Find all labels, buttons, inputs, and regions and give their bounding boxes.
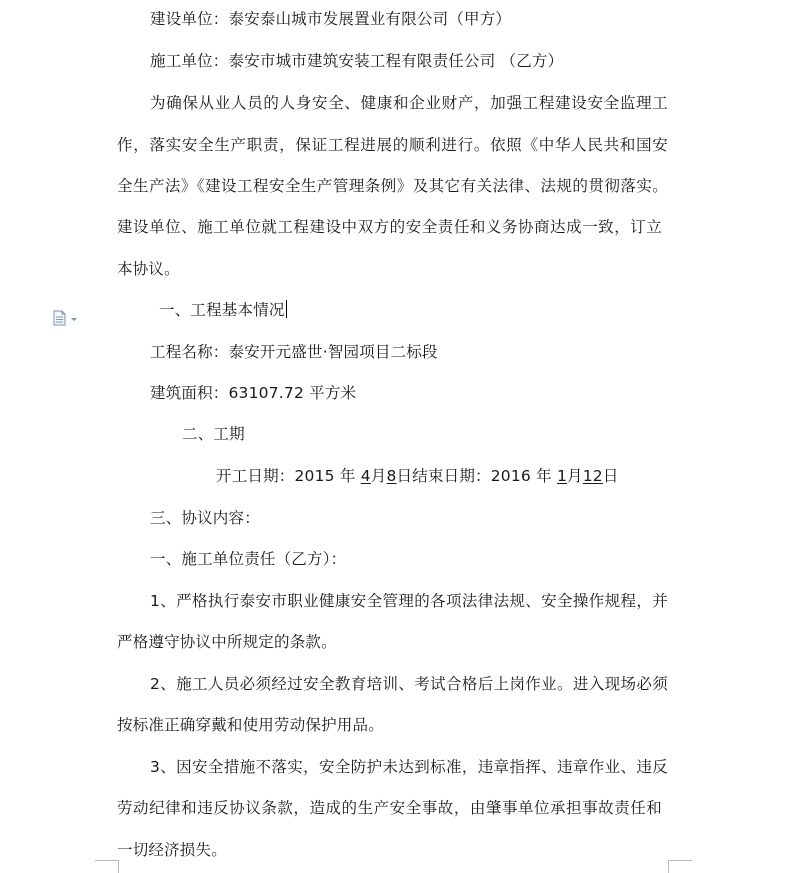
start-date-label: 开工日期：2015 年 — [216, 467, 356, 485]
clause-3-line-3: 一切经济损失。 — [117, 841, 227, 859]
building-area: 建筑面积：63107.72 平方米 — [150, 384, 357, 402]
paragraph-3: 为确保从业人员的人身安全、健康和企业财产，加强工程建设安全监理工 — [150, 94, 668, 112]
clause-3-line-2: 劳动纪律和违反协议条款，造成的生产安全事故，由肇事单位承担事故责任和 — [117, 799, 662, 817]
paragraph-7: 本协议。 — [117, 260, 180, 278]
section-heading-basic-info: 一、工程基本情况 — [159, 301, 285, 319]
clause-2-line-2: 按标准正确穿戴和使用劳动保护用品。 — [117, 716, 384, 734]
text-cursor — [286, 300, 287, 318]
end-day-unit: 日 — [602, 467, 619, 485]
start-month: 4 — [360, 467, 371, 485]
subheading-contractor: 一、施工单位责任（乙方）： — [150, 550, 347, 568]
paragraph-1: 建设单位：泰安泰山城市发展置业有限公司（甲方） — [150, 10, 512, 28]
paragraph-6: 建设单位、施工单位就工程建设中双方的安全责任和义务协商达成一致，订立 — [117, 218, 662, 236]
end-month-unit: 月 — [567, 467, 583, 485]
end-date-label: 日结束日期：2016 年 — [396, 467, 552, 485]
paragraph-4: 作，落实安全生产职责，保证工程进展的顺利进行。依照《中华人民共和国安 — [117, 136, 668, 154]
start-day: 8 — [386, 467, 397, 485]
paragraph-5: 全生产法》《建设工程安全生产管理条例》及其它有关法律、法规的贯彻落实。 — [117, 177, 668, 195]
start-month-unit: 月 — [370, 467, 387, 485]
project-name: 工程名称：泰安开元盛世·智园项目二标段 — [150, 343, 438, 361]
clause-3-line-1: 3、因安全措施不落实，安全防护未达到标准，违章指挥、违章作业、违反 — [150, 758, 668, 776]
section-heading-schedule: 二、工期 — [182, 425, 245, 443]
schedule-dates — [216, 466, 619, 486]
section-heading-agreement: 三、协议内容： — [150, 509, 260, 527]
end-day: 12 — [582, 467, 603, 485]
paragraph-2: 施工单位：泰安市城市建筑安装工程有限责任公司 （乙方） — [150, 52, 564, 70]
end-month: 1 — [556, 467, 568, 485]
clause-1-line-2: 严格遵守协议中所规定的条款。 — [117, 633, 337, 651]
clause-2-line-1: 2、施工人员必须经过安全教育培训、考试合格后上岗作业。进入现场必须 — [150, 675, 668, 693]
page-margin-corner-left — [95, 860, 119, 873]
page-margin-corner-right — [668, 860, 692, 873]
paragraph-options-icon[interactable] — [52, 310, 80, 326]
clause-1-line-1: 1、严格执行泰安市职业健康安全管理的各项法律法规、安全操作规程，并 — [150, 592, 668, 610]
